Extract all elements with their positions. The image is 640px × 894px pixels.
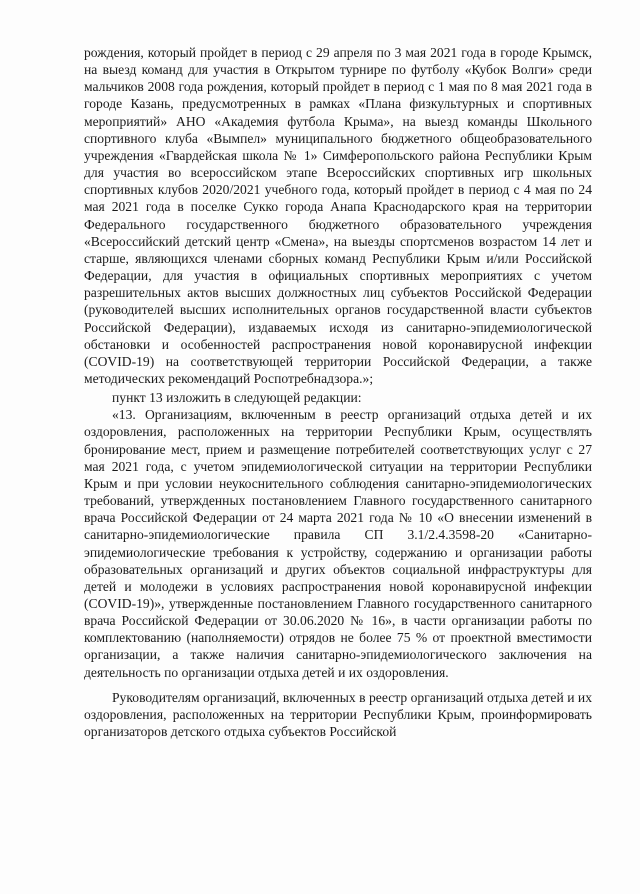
paragraph-continuation: рождения, который пройдет в период с 29 апреля по 3 мая 2021 года в городе Крымск, на выезд команд для участия в Открытом турнире по футболу «Кубок Волги» среди мальчиков 2008 года рождения, который пройдет в период с 1 мая по 8 мая 2021 года в городе Казань, предусмотренных в рамках «Плана физкультурных и спортивных мероприятий» АНО «Академия футбола Крыма», на выезд команды Школьного спортивного клуба «Вымпел» муниципального бюджетного общеобразовательного учреждения «Гвардейская школа № 1» Симферопольского района Республики Крым для участия во всероссийском этапе Всероссийских спортивных игр школьных спортивных клубов 2020/2021 учебного года, который пройдет в период с 4 мая по 24 мая 2021 года в поселке Сукко города Анапа Краснодарского края на территории Федерального государственного бюджетного образовательного учреждения «Всероссийский детский центр «Смена», на выезды спортсменов возрастом 14 лет и старше, являющихся членами сборных команд Республики Крым и/или Российской Федерации, для участия в официальных спортивных мероприятиях с учетом разрешительных актов высших должностных лиц субъектов Российской Федерации (руководителей высших исполнительных органов государственной власти субъектов Российской Федерации), издаваемых исходя из санитарно-эпидемиологической обстановки и особенностей распространения новой коронавирусной инфекции (COVID-19) на соответствующей территории Российской Федерации, а также методических рекомендаций Роспотребнадзора.»; [84, 45, 592, 386]
document-body [84, 44, 592, 740]
paragraph-item-13: «13. Организациям, включенным в реестр организаций отдыха детей и их оздоровления, расположенных на территории Республики Крым, осуществлять бронирование мест, прием и размещение потребителей соответствующих услуг с 27 мая 2021 года, с учетом эпидемиологической ситуации на территории Республики Крым и при условии неукоснительного соблюдения санитарно-эпидемиологических требований, утвержденных постановлением Главного государственного санитарного врача Российской Федерации от 24 марта 2021 года № 10 «О внесении изменений в санитарно-эпидемиологические правила СП 3.1/2.4.3598-20 «Санитарно-эпидемиологические требования к устройству, содержанию и организации работы образовательных организаций и других объектов социальной инфраструктуры для детей и молодежи в условиях распространения новой коронавирусной инфекции (COVID-19)», утвержденные постановлением Главного государственного санитарного врача Российской Федерации от 30.06.2020 № 16», в части организации работы по комплектованию (наполняемости) отрядов не более 75 % от проектной вместимости организации, а также наличия санитарно-эпидемиологического заключения на деятельность по организации отдыха детей и их оздоровления. [84, 407, 592, 680]
paragraph-amendment-intro: пункт 13 изложить в следующей редакции: [112, 390, 362, 406]
paragraph-instruction-heads: Руководителям организаций, включенных в реестр организаций отдыха детей и их оздоровления, расположенных на территории Республики Крым, проинформировать организаторов детского отдыха субъектов Российской [84, 689, 592, 740]
